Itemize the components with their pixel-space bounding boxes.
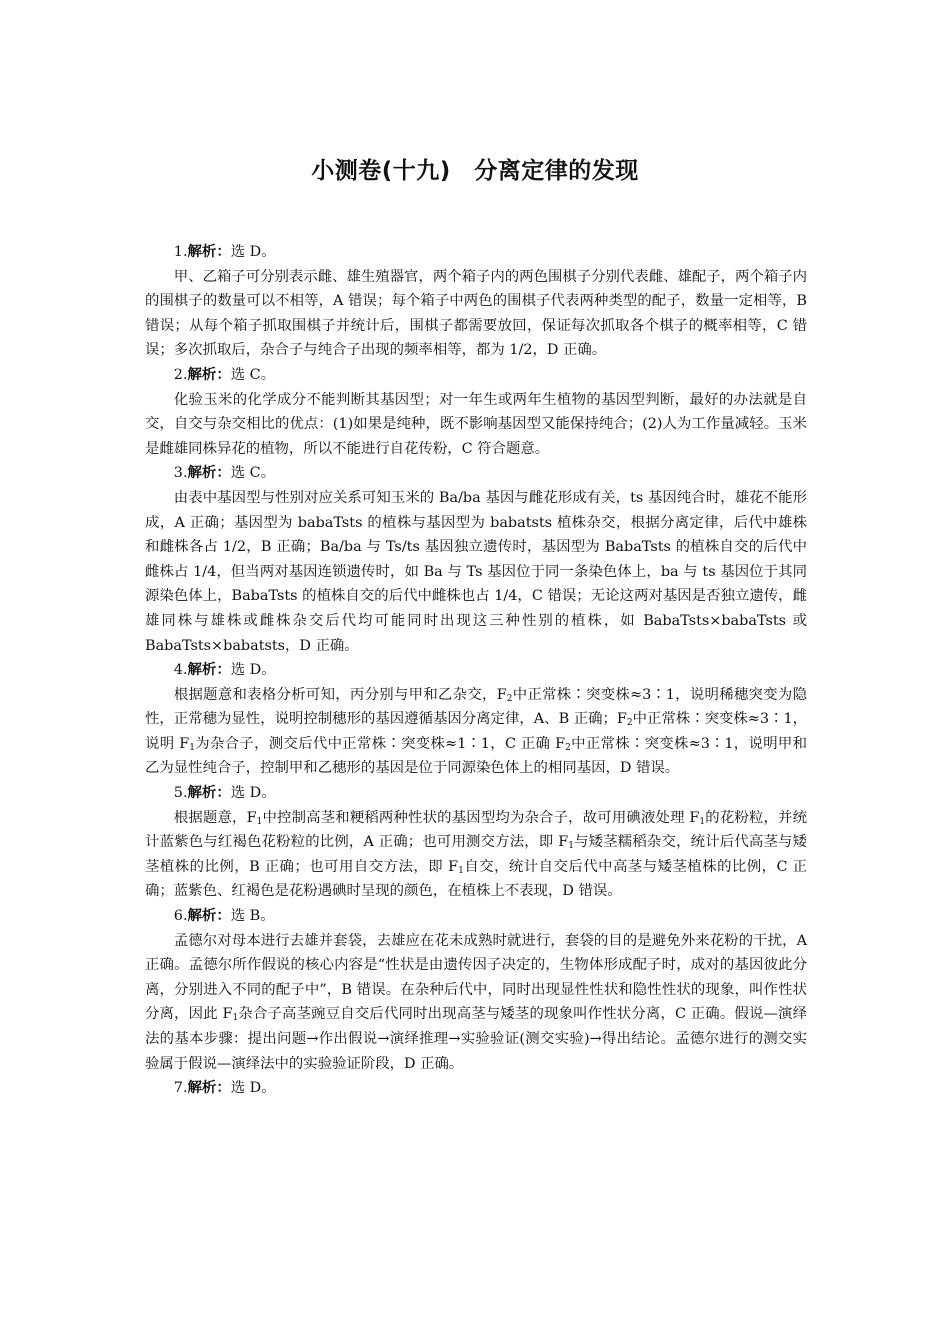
answer-list [145,240,807,1101]
answer-heading [145,240,807,265]
analysis-label: 解析： [187,1079,231,1097]
text-segment: 中正常株∶突变株≈3∶1，说明甲和乙为显性纯合子，控制甲和乙穗形的基因是位于同源染色体上的相同基因，D 错误。 [145,735,807,777]
analysis-label: 解析： [187,784,231,802]
answer-choice: 选 C。 [230,366,276,383]
analysis-text [145,683,807,781]
question-number: 1. [173,244,188,260]
generation-subscript: 1 [699,816,706,827]
analysis-label: 解析： [187,243,231,260]
text-segment: 自交，统计自交后代中高茎与矮茎植株的比例，C 正确；蓝紫色、红褐色是花粉遇碘时呈现的颜色，在植株上不表现，D 错误。 [145,858,807,900]
answer-heading [145,658,807,683]
analysis-text [145,806,807,904]
answer-heading [145,1076,807,1101]
page-title: 小测卷(十九) 分离定律的发现 [311,158,639,184]
answer-heading [145,461,807,486]
generation-subscript: 2 [506,693,513,704]
question-number: 3. [173,465,188,482]
analysis-label: 解析： [187,661,231,679]
analysis-label: 解析： [187,907,231,925]
text-segment: 孟德尔对母本进行去雄并套袋，去雄应在花未成熟时就进行，套袋的目的是避免外来花粉的干扰，A 正确。孟德尔所作假说的核心内容是“性状是由遗传因子决定的，生物体形成配子时，成对的基因彼此分离，分别进入不同的配子中”，B 错误。在杂种后代中，同时出现显性性状和隐性性状的现象，叫作性状分离，因此 F [145,932,807,1023]
text-segment: 根据题意和表格分析可知，丙分别与甲和乙杂交，F [173,686,507,703]
question-number: 6. [173,908,188,925]
answer-heading [145,363,807,388]
analysis-text [145,929,807,1077]
text-segment: 根据题意，F [173,809,257,826]
text-segment: 的花粉粒，并统计蓝紫色与红褐色花粉粒的比例，A 正确；也可用测交方法，即 F [145,809,807,851]
generation-subscript: 1 [189,742,195,753]
question-number: 5. [173,785,188,802]
answer-choice: 选 D。 [230,785,276,802]
text-segment: 中正常株∶突变株≈3∶1，说明 F [145,711,807,752]
generation-subscript: 1 [458,865,464,876]
generation-subscript: 2 [565,742,571,753]
text-segment: 中控制高茎和粳稻两种性状的基因型均为杂合子，故可用碘液处理 F [262,809,700,826]
analysis-text: 由表中基因型与性别对应关系可知玉米的 Ba/ba 基因与雌花形成有关，ts 基因纯合时，雄花不能形成，A 正确；基因型为 babaTsts 的植株与基因型为 babatsts 植株杂交，根据分离定律，后代中雄株和雌株各占 1/2，B 正确；Ba/ba 与 Ts/ts 基因独立遗传时，基因型为 BabaTsts 的植株自交的后代中雌株占 1/4，但当两对基因连锁遗传时，如 Ba 与 Ts 基因位于同一条染色体上，ba 与 ts 基因位于其同源染色体上，BabaTsts 的植株自交的后代中雌株也占 1/4，C 错误；无论这两对基因是否独立遗传，雌雄同株与雄株或雌株杂交后代均可能同时出现这三种性别的植株，如 BabaTsts×babaTsts 或 BabaTsts×babatsts，D 正确。 [145,489,807,654]
answer-choice: 选 B。 [230,908,275,925]
answer-choice: 选 D。 [230,244,276,260]
question-number: 2. [173,366,188,383]
question-number: 4. [173,662,188,679]
text-segment: 中正常株∶突变株≈3∶1，说明稀穗突变为隐性，正常穗为显性，说明控制穗形的基因遵循基因分离定律，A、B 正确；F [145,686,807,728]
analysis-label: 解析： [187,464,231,482]
answer-choice: 选 C。 [230,465,276,482]
answer-choice: 选 D。 [230,1080,276,1097]
text-segment: 为杂合子，测交后代中正常株∶突变株≈1∶1，C 正确 F [195,735,566,752]
analysis-text: 甲、乙箱子可分别表示雌、雄生殖器官，两个箱子内的两色围棋子分别代表雌、雄配子，两个箱子内的围棋子的数量可以不相等，A 错误；每个箱子中两色的围棋子代表两种类型的配子，数量一定相等，B 错误；从每个箱子抓取围棋子并统计后，围棋子都需要放回，保证每次抓取各个棋子的概率相等，C 错误；多次抓取后，杂合子与纯合子出现的频率相等，都为 1/2，D 正确。 [145,268,807,359]
answer-heading [145,904,807,929]
generation-subscript: 1 [568,841,574,852]
generation-subscript: 2 [626,718,633,729]
text-segment: 杂合子高茎豌豆自交后代同时出现高茎与矮茎的现象叫作性状分离，C 正确。假说—演绎法的基本步骤：提出问题→作出假说→演绎推理→实验验证(测交实验)→得出结论。孟德尔进行的测交实验属于假说—演绎法中的实验验证阶段，D 正确。 [145,1006,808,1072]
analysis-text: 化验玉米的化学成分不能判断其基因型；对一年生或两年生植物的基因型判断，最好的办法就是自交，自交与杂交相比的优点：(1)如果是纯种，既不影响基因型又能保持纯合；(2)人为工作量减轻。玉米是雌雄同株异花的植物，所以不能进行自花传粉，C 符合题意。 [145,391,807,457]
question-number: 7. [173,1080,188,1097]
answer-choice: 选 D。 [230,662,276,679]
answer-heading [145,781,807,806]
generation-subscript: 1 [256,816,263,827]
text-segment: 与矮茎糯稻杂交，统计后代高茎与矮茎植株的比例，B 正确；也可用自交方法，即 F [145,834,807,875]
analysis-label: 解析： [187,365,231,383]
generation-subscript: 1 [232,1013,239,1024]
